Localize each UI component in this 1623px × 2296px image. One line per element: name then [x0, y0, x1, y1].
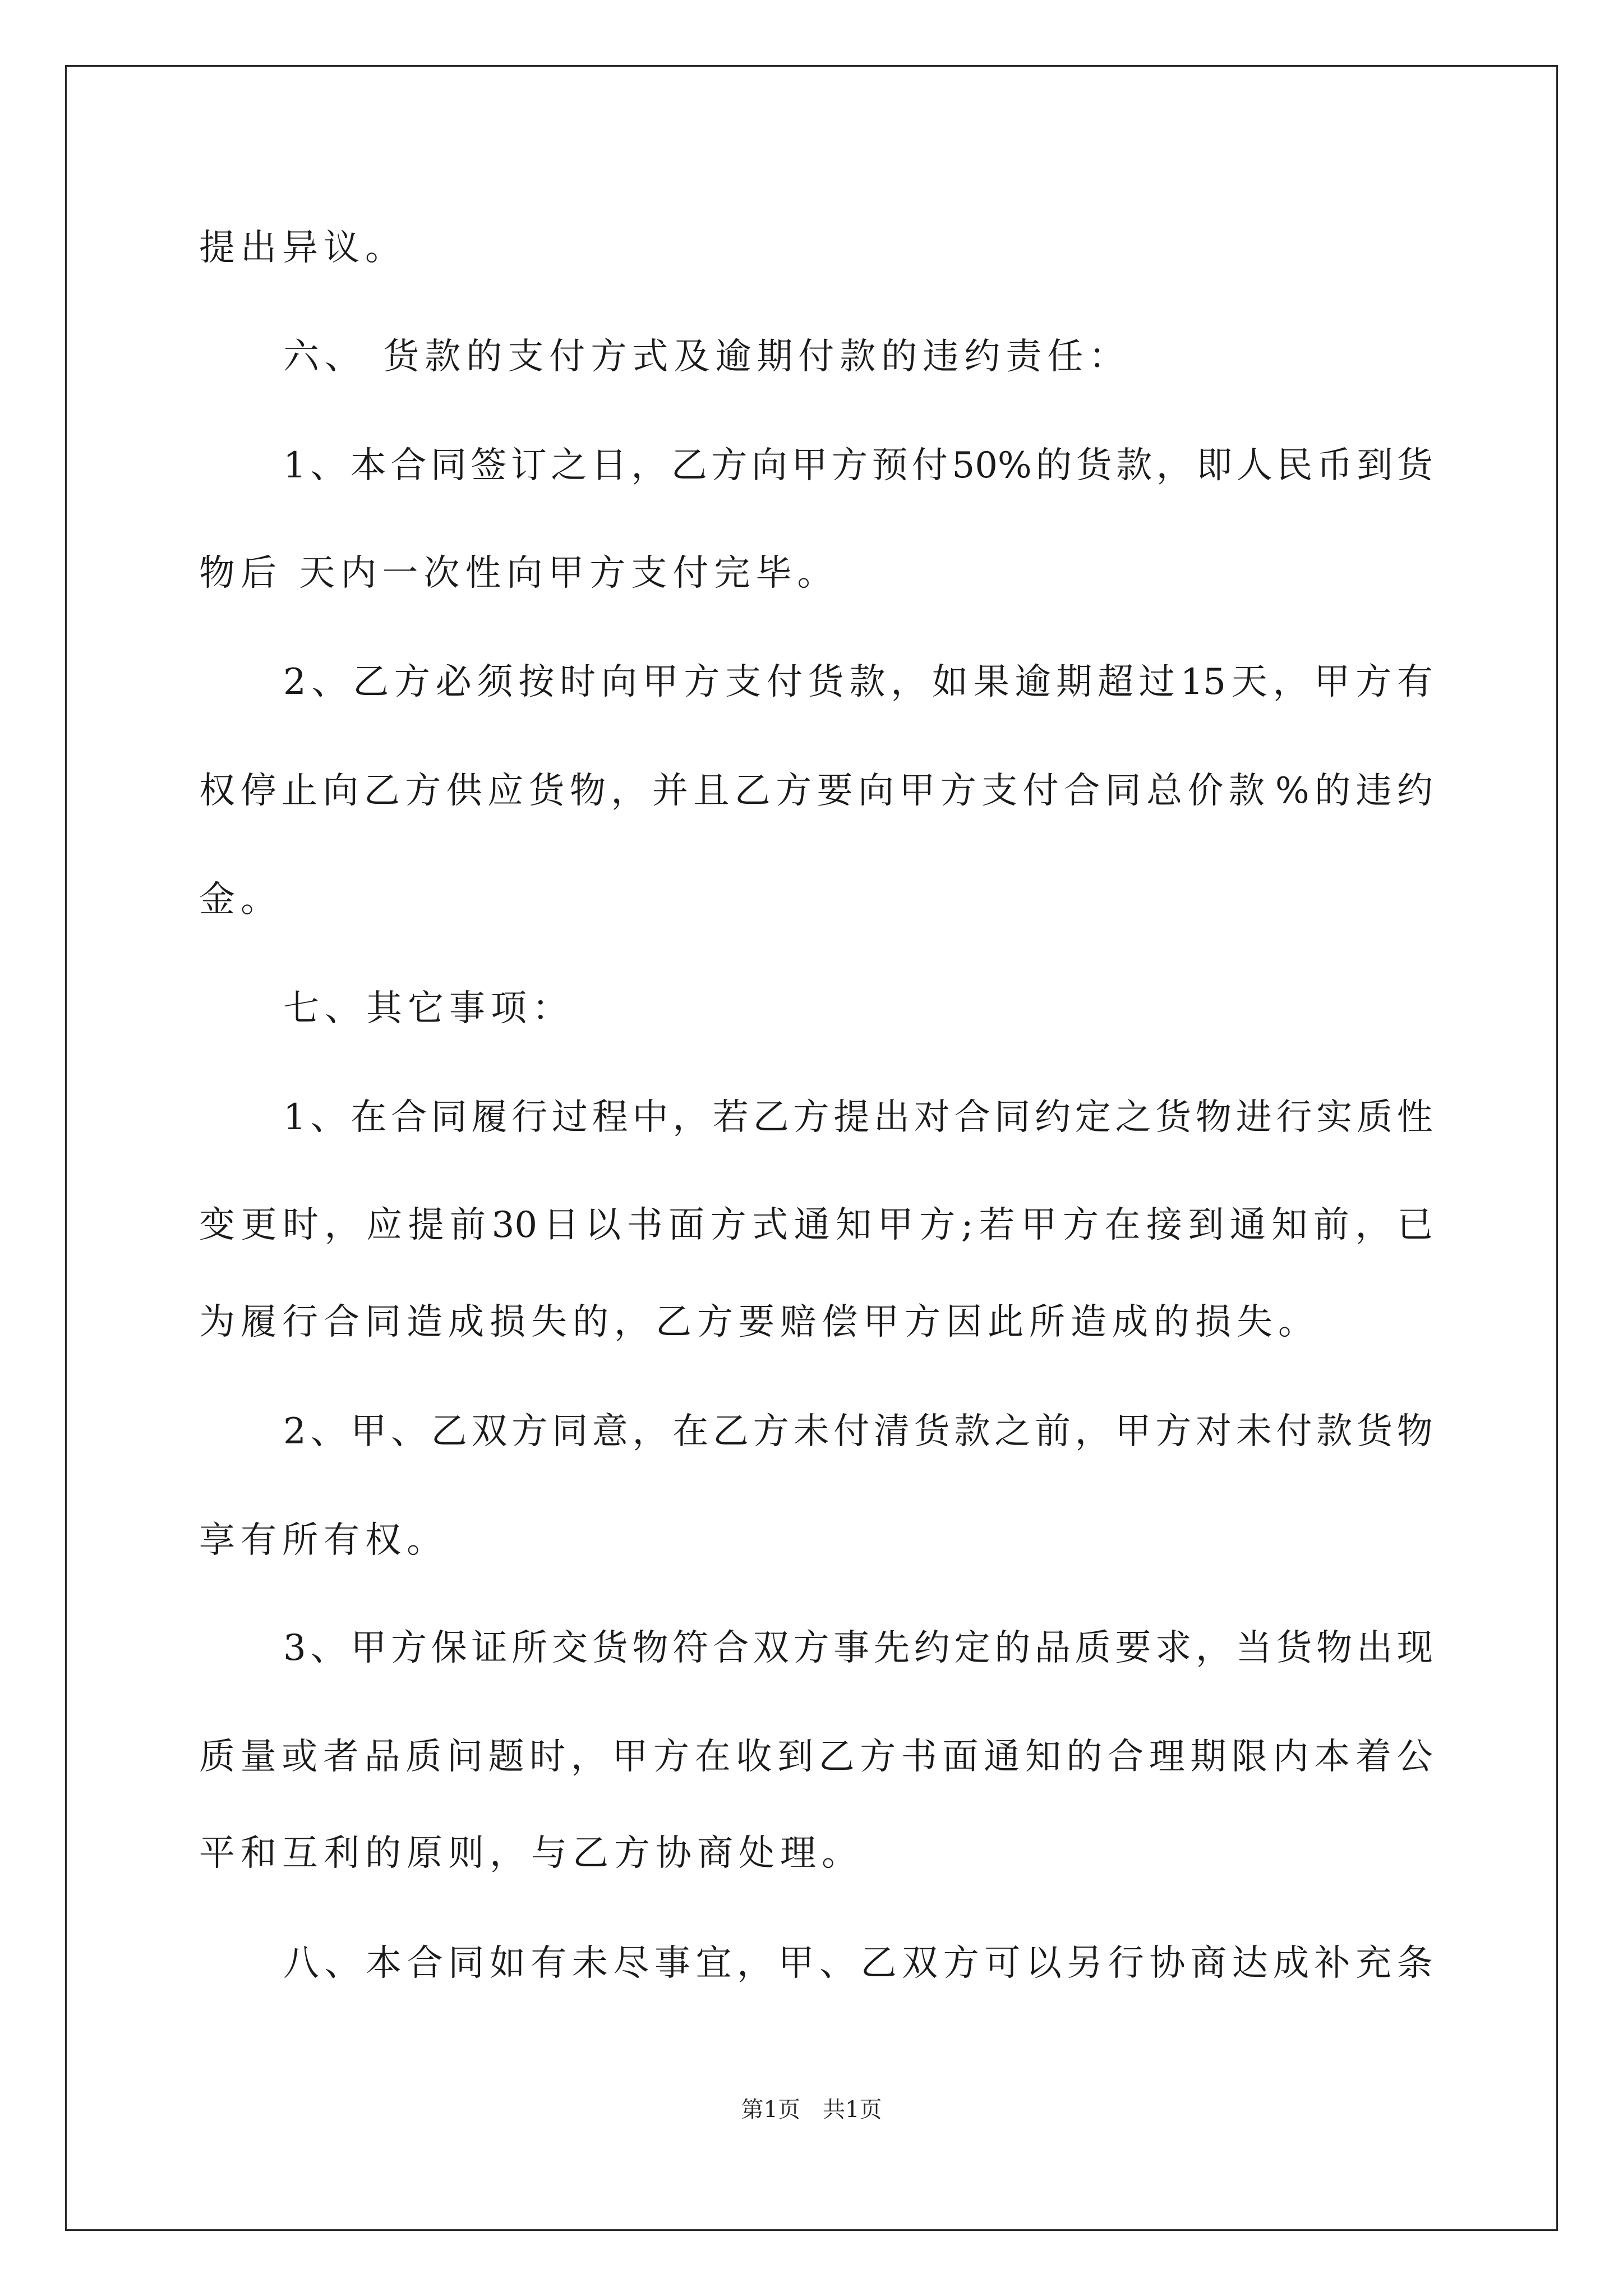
- glyph: 15: [1180, 661, 1226, 703]
- glyph: 、: [324, 1943, 361, 1984]
- glyph: 应: [487, 770, 524, 812]
- glyph: ，: [1355, 1204, 1391, 1246]
- glyph: 在: [694, 1736, 731, 1778]
- glyph: 已: [1396, 1204, 1433, 1246]
- glyph: 1: [283, 445, 306, 486]
- glyph: ;: [961, 1204, 974, 1246]
- glyph: 向: [322, 770, 359, 812]
- glyph: 现: [1396, 1627, 1433, 1669]
- glyph: 向: [858, 770, 894, 812]
- glyph: 通: [984, 1736, 1020, 1778]
- glyph: 币: [1316, 445, 1353, 486]
- text-line: [283, 661, 1433, 703]
- glyph: ，: [324, 1204, 361, 1246]
- glyph: 过: [551, 1097, 588, 1138]
- glyph: 合: [1064, 770, 1100, 812]
- glyph: 方: [394, 661, 431, 703]
- glyph: 的: [1066, 1736, 1103, 1778]
- glyph: 价: [1187, 770, 1224, 812]
- glyph: 方: [943, 1943, 979, 1984]
- glyph: 者: [322, 1736, 359, 1778]
- glyph: 期: [1056, 661, 1092, 703]
- glyph: 行: [1276, 1097, 1312, 1138]
- glyph: 付: [766, 661, 803, 703]
- glyph: 未: [571, 1943, 608, 1984]
- glyph: 货: [1276, 1627, 1312, 1669]
- glyph: 货: [1396, 445, 1433, 486]
- glyph: 总: [1146, 770, 1183, 812]
- glyph: 向: [751, 445, 787, 486]
- glyph: 质: [405, 1736, 442, 1778]
- glyph: 甲: [778, 1943, 814, 1984]
- glyph: 限: [1232, 1736, 1268, 1778]
- glyph: 事: [833, 1627, 870, 1669]
- glyph: 商: [1191, 1943, 1227, 1984]
- glyph: 先: [873, 1627, 910, 1669]
- glyph: 同: [551, 1411, 588, 1452]
- glyph: 式: [752, 1204, 789, 1246]
- glyph: 方: [860, 1736, 896, 1778]
- glyph: 若: [712, 1097, 749, 1138]
- glyph: 按: [518, 661, 555, 703]
- glyph: 质: [1075, 1627, 1111, 1669]
- glyph: 之: [1115, 1097, 1151, 1138]
- glyph: 通: [794, 1204, 830, 1246]
- glyph: 定: [1075, 1097, 1111, 1138]
- glyph: 天: [1231, 661, 1267, 703]
- glyph: 若: [979, 1204, 1015, 1246]
- text-line: 金。: [199, 879, 282, 921]
- glyph: 提: [833, 1097, 870, 1138]
- glyph: 品: [1034, 1627, 1071, 1669]
- glyph: 供: [446, 770, 482, 812]
- glyph: 清: [873, 1411, 910, 1452]
- glyph: 人: [1236, 445, 1272, 486]
- glyph: 之: [994, 1411, 1031, 1452]
- glyph: ，: [570, 1736, 607, 1778]
- page-footer: 第1页 共1页: [741, 2097, 882, 2123]
- glyph: 要: [1115, 1627, 1151, 1669]
- glyph: 达: [1232, 1943, 1268, 1984]
- glyph: 的: [1315, 770, 1351, 812]
- glyph: 的: [1036, 445, 1072, 486]
- glyph: 订: [510, 445, 547, 486]
- glyph: 合: [954, 1097, 990, 1138]
- glyph: 2: [283, 1411, 306, 1452]
- glyph: ，: [1075, 1411, 1111, 1452]
- glyph: 双: [902, 1943, 938, 1984]
- glyph: 权: [199, 770, 235, 812]
- glyph: 款: [1316, 1411, 1353, 1452]
- glyph: ，: [1272, 661, 1309, 703]
- glyph: 货: [528, 770, 565, 812]
- glyph: ，: [631, 445, 667, 486]
- glyph: 超: [1098, 661, 1134, 703]
- glyph: 甲: [351, 1411, 387, 1452]
- glyph: 同: [448, 1943, 485, 1984]
- text-line: [199, 1736, 1433, 1778]
- glyph: 宜: [695, 1943, 732, 1984]
- glyph: 双: [753, 1627, 789, 1669]
- glyph: 求: [1155, 1627, 1192, 1669]
- glyph: 方: [684, 661, 720, 703]
- glyph: 乙: [753, 1097, 789, 1138]
- glyph: 货: [592, 1627, 628, 1669]
- page-border: [65, 65, 1558, 2231]
- glyph: 行: [1108, 1943, 1144, 1984]
- glyph: 性: [1396, 1097, 1433, 1138]
- glyph: 方: [390, 1627, 427, 1669]
- glyph: 交: [551, 1627, 588, 1669]
- glyph: 到: [1188, 1204, 1224, 1246]
- glyph: 期: [1190, 1736, 1227, 1778]
- glyph: 且: [693, 770, 730, 812]
- glyph: 逾: [1015, 661, 1051, 703]
- glyph: 、: [311, 661, 348, 703]
- glyph: 物: [1316, 1627, 1353, 1669]
- glyph: ，: [1195, 1627, 1232, 1669]
- glyph: 、: [310, 1097, 347, 1138]
- glyph: 如: [489, 1943, 525, 1984]
- glyph: 3: [283, 1627, 306, 1669]
- glyph: ，: [672, 1097, 709, 1138]
- glyph: 甲: [877, 1204, 914, 1246]
- glyph: 乙: [353, 661, 389, 703]
- text-line: [283, 1943, 1433, 1984]
- glyph: 乙: [363, 770, 400, 812]
- glyph: 方: [653, 1736, 690, 1778]
- glyph: 实: [1316, 1097, 1353, 1138]
- glyph: 并: [652, 770, 688, 812]
- glyph: 到: [1357, 445, 1393, 486]
- glyph: 果: [973, 661, 1009, 703]
- glyph: 款: [954, 1411, 990, 1452]
- glyph: 乙: [818, 1736, 855, 1778]
- glyph: 提: [408, 1204, 444, 1246]
- text-line: 平和互利的原则，与乙方协商处理。: [199, 1833, 863, 1874]
- glyph: 合: [390, 1097, 427, 1138]
- glyph: 以: [585, 1204, 621, 1246]
- glyph: 甲: [612, 1736, 648, 1778]
- glyph: 付: [911, 445, 948, 486]
- glyph: 问: [446, 1736, 483, 1778]
- glyph: 出: [873, 1097, 910, 1138]
- glyph: 签: [471, 445, 507, 486]
- glyph: 同: [1105, 770, 1141, 812]
- section-heading: 六、 货款的支付方式及逾期付款的违约责任：: [283, 336, 1131, 378]
- glyph: 支: [725, 661, 762, 703]
- glyph: 、: [819, 1943, 856, 1984]
- glyph: 可: [984, 1943, 1021, 1984]
- text-line: 物后 天内一次性向甲方支付完毕。: [199, 553, 839, 594]
- glyph: 时: [529, 1736, 566, 1778]
- text-line: 享有所有权。: [199, 1520, 448, 1561]
- glyph: 成: [1273, 1943, 1310, 1984]
- glyph: 1: [283, 1097, 306, 1138]
- glyph: 方: [776, 770, 812, 812]
- glyph: 应: [366, 1204, 403, 1246]
- glyph: 方: [405, 770, 441, 812]
- glyph: 乙: [431, 1411, 467, 1452]
- glyph: 在: [351, 1097, 387, 1138]
- glyph: 知: [836, 1204, 872, 1246]
- glyph: 所: [511, 1627, 548, 1669]
- glyph: 甲: [791, 445, 828, 486]
- text-line: [283, 445, 1433, 486]
- glyph: 50%: [952, 445, 1032, 486]
- glyph: 合: [407, 1943, 443, 1984]
- glyph: 对: [914, 1097, 950, 1138]
- glyph: 同: [430, 445, 467, 486]
- glyph: 质: [1356, 1097, 1393, 1138]
- glyph: 同: [994, 1097, 1031, 1138]
- glyph: 物: [1396, 1411, 1433, 1452]
- glyph: 变: [199, 1204, 235, 1246]
- glyph: 未: [793, 1411, 829, 1452]
- glyph: 通: [1229, 1204, 1266, 1246]
- glyph: 另: [1067, 1943, 1103, 1984]
- glyph: 甲: [1115, 1411, 1151, 1452]
- glyph: 、: [310, 445, 347, 486]
- text-line: 为履行合同造成损失的，乙方要赔偿甲方因此所造成的损失。: [199, 1301, 1320, 1343]
- glyph: 或: [282, 1736, 318, 1778]
- glyph: 合: [1108, 1736, 1144, 1778]
- glyph: 物: [632, 1627, 668, 1669]
- glyph: 更: [241, 1204, 277, 1246]
- glyph: 时: [560, 661, 596, 703]
- glyph: 付: [1022, 770, 1059, 812]
- glyph: 接: [1146, 1204, 1182, 1246]
- glyph: 日: [591, 445, 627, 486]
- glyph: 进: [1235, 1097, 1272, 1138]
- glyph: 行: [511, 1097, 548, 1138]
- glyph: 乙: [671, 445, 707, 486]
- glyph: 履: [471, 1097, 508, 1138]
- glyph: 方: [1355, 661, 1392, 703]
- glyph: 向: [601, 661, 637, 703]
- glyph: 保: [431, 1627, 467, 1669]
- glyph: 止: [281, 770, 317, 812]
- glyph: 款: [849, 661, 886, 703]
- glyph: 在: [1104, 1204, 1141, 1246]
- glyph: 尽: [613, 1943, 649, 1984]
- glyph: 乙: [734, 770, 771, 812]
- glyph: 同: [431, 1097, 467, 1138]
- glyph: 前: [1313, 1204, 1349, 1246]
- text-line: [283, 1627, 1433, 1669]
- glyph: 方: [1062, 1204, 1099, 1246]
- glyph: 之: [551, 445, 587, 486]
- glyph: 预: [872, 445, 908, 486]
- glyph: 、: [310, 1411, 347, 1452]
- glyph: 货: [1356, 1411, 1393, 1452]
- glyph: 货: [914, 1411, 950, 1452]
- glyph: 货: [808, 661, 844, 703]
- glyph: 方: [940, 770, 976, 812]
- glyph: 物: [569, 770, 606, 812]
- glyph: 本: [350, 445, 386, 486]
- glyph: 约: [1396, 770, 1433, 812]
- glyph: 支: [981, 770, 1018, 812]
- glyph: 方: [753, 1411, 789, 1452]
- glyph: 必: [435, 661, 472, 703]
- glyph: 停: [240, 770, 276, 812]
- glyph: 、: [390, 1411, 427, 1452]
- glyph: 充: [1355, 1943, 1392, 1984]
- glyph: 着: [1355, 1736, 1391, 1778]
- glyph: 有: [1396, 661, 1433, 703]
- glyph: 乙: [712, 1411, 749, 1452]
- text-line: 提出异议。: [199, 227, 407, 269]
- glyph: 意: [592, 1411, 628, 1452]
- glyph: 款: [1116, 445, 1152, 486]
- glyph: 甲: [1314, 661, 1350, 703]
- glyph: 约: [914, 1627, 950, 1669]
- glyph: 30: [491, 1204, 538, 1246]
- glyph: 合: [712, 1627, 749, 1669]
- glyph: 在: [672, 1411, 709, 1452]
- glyph: 合: [390, 445, 427, 486]
- glyph: 方: [831, 445, 868, 486]
- glyph: 乙: [860, 1943, 897, 1984]
- text-line: [283, 1411, 1433, 1452]
- glyph: 双: [471, 1411, 508, 1452]
- glyph: 条: [1396, 1943, 1433, 1984]
- glyph: 书: [901, 1736, 937, 1778]
- glyph: 面: [942, 1736, 979, 1778]
- glyph: 未: [1235, 1411, 1272, 1452]
- glyph: ，: [611, 770, 647, 812]
- glyph: 质: [199, 1736, 235, 1778]
- glyph: 方: [919, 1204, 956, 1246]
- glyph: 出: [1356, 1627, 1393, 1669]
- glyph: 本: [1314, 1736, 1350, 1778]
- glyph: 八: [283, 1943, 319, 1984]
- glyph: ，: [1156, 445, 1192, 486]
- glyph: 的: [994, 1627, 1031, 1669]
- glyph: 、: [310, 1627, 347, 1669]
- glyph: 方: [710, 1204, 746, 1246]
- glyph: 方: [1155, 1411, 1192, 1452]
- glyph: 方: [711, 445, 748, 486]
- glyph: 时: [283, 1204, 319, 1246]
- glyph: 事: [654, 1943, 690, 1984]
- glyph: 题: [488, 1736, 524, 1778]
- glyph: 品: [364, 1736, 400, 1778]
- glyph: 民: [1276, 445, 1313, 486]
- glyph: 本: [366, 1943, 402, 1984]
- glyph: 约: [1034, 1097, 1071, 1138]
- glyph: ，: [891, 661, 927, 703]
- glyph: 内: [1272, 1736, 1309, 1778]
- glyph: 要: [817, 770, 853, 812]
- text-line: [199, 1204, 1433, 1246]
- glyph: 甲: [351, 1627, 387, 1669]
- glyph: 即: [1196, 445, 1233, 486]
- glyph: 公: [1396, 1736, 1433, 1778]
- glyph: 以: [1025, 1943, 1062, 1984]
- glyph: 货: [1155, 1097, 1192, 1138]
- glyph: 2: [283, 661, 306, 703]
- glyph: 面: [668, 1204, 705, 1246]
- glyph: 付: [1276, 1411, 1312, 1452]
- glyph: 程: [592, 1097, 628, 1138]
- glyph: 如: [932, 661, 968, 703]
- glyph: 证: [471, 1627, 508, 1669]
- section-heading: 七、其它事项：: [283, 988, 574, 1029]
- glyph: 符: [672, 1627, 709, 1669]
- glyph: 书: [626, 1204, 663, 1246]
- glyph: 知: [1271, 1204, 1308, 1246]
- glyph: ，: [632, 1411, 668, 1452]
- glyph: 付: [833, 1411, 870, 1452]
- glyph: 须: [477, 661, 513, 703]
- glyph: 协: [1149, 1943, 1186, 1984]
- glyph: 违: [1355, 770, 1392, 812]
- glyph: 知: [1025, 1736, 1061, 1778]
- glyph: 当: [1235, 1627, 1272, 1669]
- glyph: 定: [954, 1627, 990, 1669]
- glyph: 中: [632, 1097, 668, 1138]
- glyph: 日: [543, 1204, 579, 1246]
- glyph: %: [1275, 770, 1310, 812]
- glyph: 量: [240, 1736, 276, 1778]
- glyph: 有: [531, 1943, 567, 1984]
- glyph: 补: [1314, 1943, 1350, 1984]
- glyph: ，: [737, 1943, 773, 1984]
- glyph: 甲: [1021, 1204, 1057, 1246]
- glyph: 甲: [642, 661, 679, 703]
- glyph: 前: [1034, 1411, 1071, 1452]
- glyph: 方: [511, 1411, 548, 1452]
- glyph: 款: [1228, 770, 1265, 812]
- glyph: 收: [736, 1736, 772, 1778]
- glyph: 前: [450, 1204, 486, 1246]
- glyph: 过: [1138, 661, 1175, 703]
- text-line: [283, 1097, 1433, 1138]
- glyph: 对: [1195, 1411, 1232, 1452]
- glyph: 方: [793, 1627, 829, 1669]
- glyph: 货: [1076, 445, 1112, 486]
- glyph: 物: [1195, 1097, 1232, 1138]
- text-line: [199, 770, 1433, 812]
- glyph: 理: [1149, 1736, 1185, 1778]
- glyph: 甲: [899, 770, 935, 812]
- glyph: 到: [777, 1736, 813, 1778]
- glyph: 方: [793, 1097, 829, 1138]
